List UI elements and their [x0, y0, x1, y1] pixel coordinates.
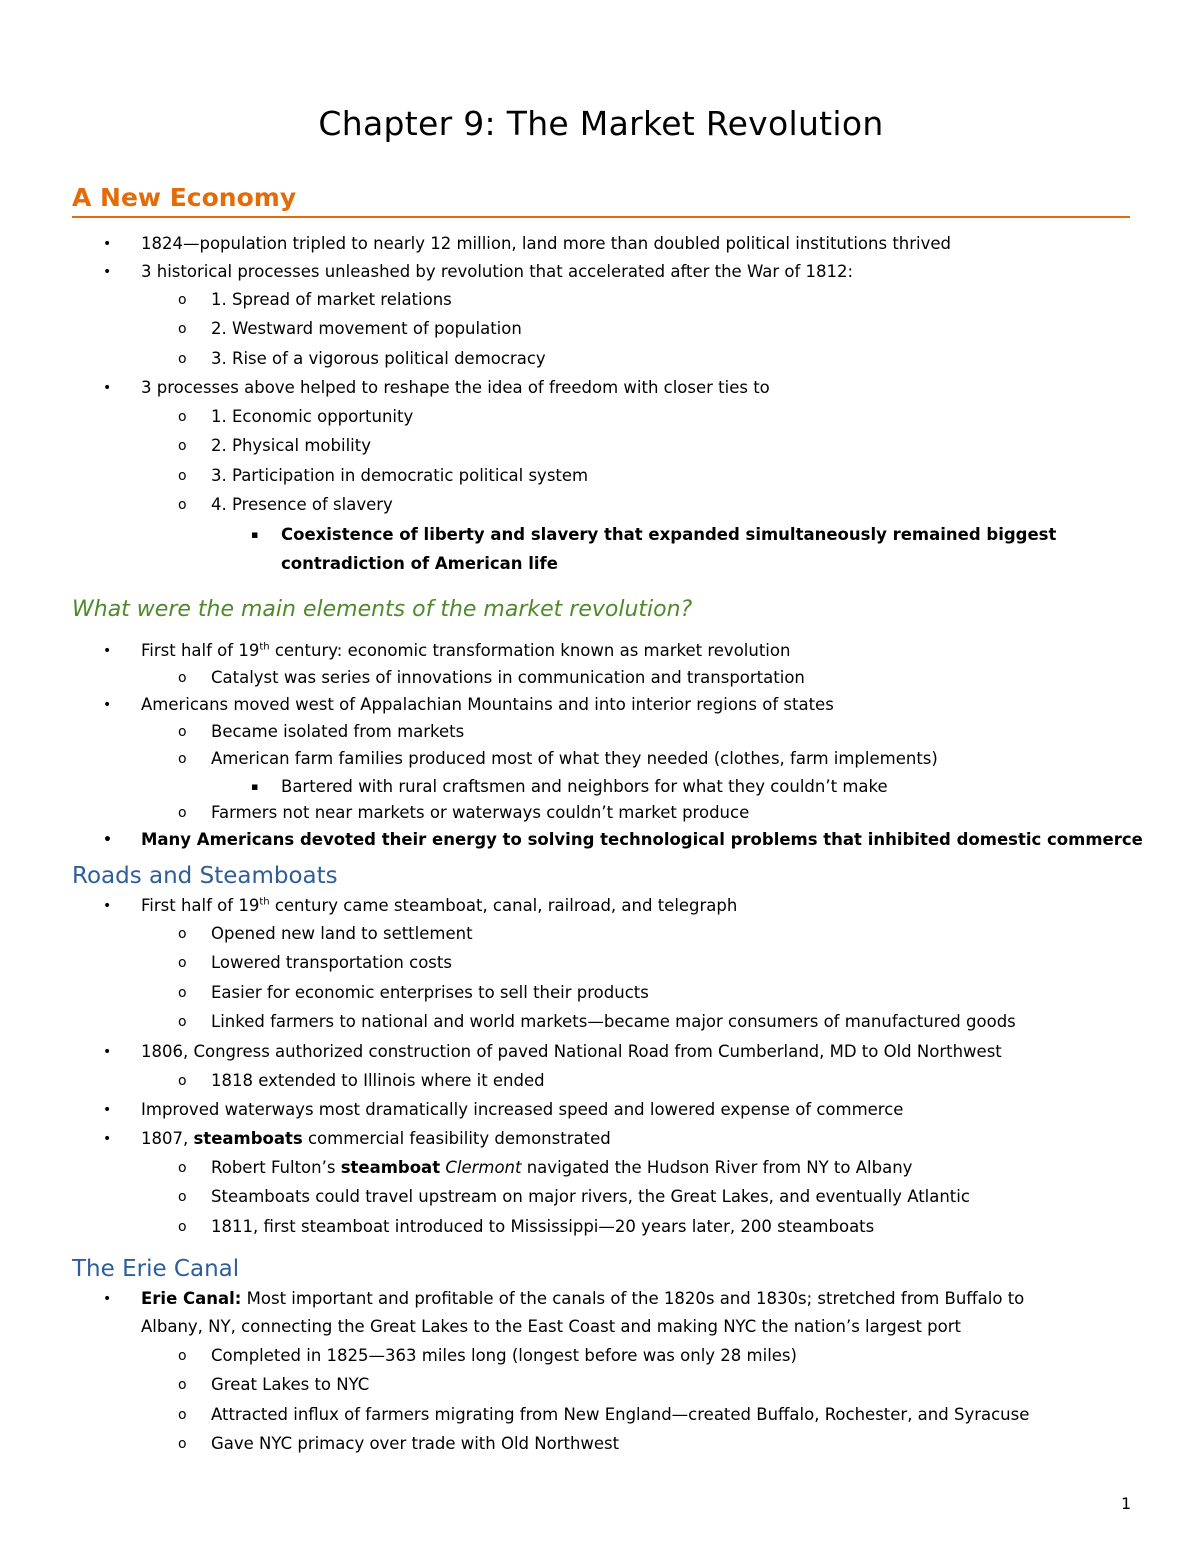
- bullet-disc-icon: •: [103, 1102, 112, 1118]
- list-item: o American farm families produced most of what they needed (clothes, farm implements): [178, 749, 938, 768]
- section-heading-main-elements: What were the main elements of the market revolution?: [72, 597, 693, 622]
- list-item: o Easier for economic enterprises to sell their products: [178, 983, 649, 1002]
- list-item: • Many Americans devoted their energy to solving technological problems that inhibited domestic commerce: [103, 830, 1143, 849]
- bullet-circle-icon: o: [178, 670, 187, 686]
- list-item: o Steamboats could travel upstream on major rivers, the Great Lakes, and eventually Atlantic: [178, 1187, 970, 1206]
- list-item: o 2. Westward movement of population: [178, 319, 522, 338]
- list-item: o Gave NYC primacy over trade with Old Northwest: [178, 1434, 620, 1453]
- section-heading-roads: Roads and Steamboats: [72, 863, 338, 889]
- bullet-circle-icon: o: [178, 1219, 187, 1235]
- bullet-square-icon: ▪: [251, 780, 259, 793]
- bullet-disc-icon: •: [103, 380, 112, 396]
- list-item: o 1811, first steamboat introduced to Mississippi—20 years later, 200 steamboats: [178, 1217, 875, 1236]
- bullet-circle-icon: o: [178, 955, 187, 971]
- list-item-continuation: Albany, NY, connecting the Great Lakes to the East Coast and making NYC the nation’s largest port: [141, 1317, 962, 1336]
- bullet-circle-icon: o: [178, 409, 187, 425]
- bullet-disc-icon: •: [103, 1291, 112, 1307]
- list-item: o 3. Rise of a vigorous political democracy: [178, 349, 546, 368]
- list-item: o Lowered transportation costs: [178, 953, 452, 972]
- bullet-circle-icon: o: [178, 1014, 187, 1030]
- list-item: o Linked farmers to national and world markets—became major consumers of manufactured goods: [178, 1012, 1016, 1031]
- list-item: o Opened new land to settlement: [178, 924, 473, 943]
- bullet-circle-icon: o: [178, 805, 187, 821]
- list-item: o Attracted influx of farmers migrating from New England—created Buffalo, Rochester, and Syracuse: [178, 1405, 1030, 1424]
- heading-divider: [72, 216, 1130, 218]
- bullet-circle-icon: o: [178, 1407, 187, 1423]
- bullet-disc-icon: •: [103, 832, 112, 848]
- bullet-disc-icon: •: [103, 1131, 112, 1147]
- bullet-circle-icon: o: [178, 321, 187, 337]
- list-item: • 1807, steamboats commercial feasibility demonstrated: [103, 1129, 611, 1148]
- list-item: • Americans moved west of Appalachian Mountains and into interior regions of states: [103, 695, 834, 714]
- bullet-circle-icon: o: [178, 926, 187, 942]
- section-heading-new-economy: A New Economy: [72, 183, 297, 212]
- list-item: o Completed in 1825—363 miles long (longest before was only 28 miles): [178, 1346, 797, 1365]
- list-item: o Farmers not near markets or waterways couldn’t market produce: [178, 803, 750, 822]
- bullet-circle-icon: o: [178, 751, 187, 767]
- list-item: • First half of 19th century came steamboat, canal, railroad, and telegraph: [103, 896, 738, 915]
- list-item: o Became isolated from markets: [178, 722, 465, 741]
- list-item: ▪ Bartered with rural craftsmen and neighbors for what they couldn’t make: [251, 777, 888, 796]
- bullet-circle-icon: o: [178, 1189, 187, 1205]
- list-item: o Great Lakes to NYC: [178, 1375, 370, 1394]
- list-item: • 3 processes above helped to reshape the idea of freedom with closer ties to: [103, 378, 770, 397]
- list-item: • 1806, Congress authorized construction of paved National Road from Cumberland, MD to Old Northwest: [103, 1042, 1002, 1061]
- bullet-disc-icon: •: [103, 898, 112, 914]
- bullet-circle-icon: o: [178, 1073, 187, 1089]
- bullet-disc-icon: •: [103, 643, 112, 659]
- bullet-circle-icon: o: [178, 1436, 187, 1452]
- list-item: o 3. Participation in democratic political system: [178, 466, 589, 485]
- bullet-circle-icon: o: [178, 724, 187, 740]
- bullet-circle-icon: o: [178, 1348, 187, 1364]
- bullet-circle-icon: o: [178, 1377, 187, 1393]
- bullet-circle-icon: o: [178, 292, 187, 308]
- page-title: Chapter 9: The Market Revolution: [318, 104, 884, 143]
- list-item: ▪ Coexistence of liberty and slavery that expanded simultaneously remained biggest: [251, 525, 1057, 544]
- list-item: • Erie Canal: Most important and profitable of the canals of the 1820s and 1830s; stretched from Buffalo to: [103, 1289, 1025, 1308]
- bullet-circle-icon: o: [178, 438, 187, 454]
- list-item: o 1818 extended to Illinois where it ended: [178, 1071, 545, 1090]
- page-number: 1: [1121, 1494, 1132, 1513]
- bullet-circle-icon: o: [178, 468, 187, 484]
- list-item: o 2. Physical mobility: [178, 436, 371, 455]
- list-item: o Robert Fulton’s steamboat Clermont navigated the Hudson River from NY to Albany: [178, 1158, 913, 1177]
- list-item: o Catalyst was series of innovations in communication and transportation: [178, 668, 805, 687]
- bullet-disc-icon: •: [103, 1044, 112, 1060]
- list-item: o 4. Presence of slavery: [178, 495, 393, 514]
- bullet-square-icon: ▪: [251, 528, 259, 541]
- bullet-disc-icon: •: [103, 236, 112, 252]
- list-item: • Improved waterways most dramatically increased speed and lowered expense of commerce: [103, 1100, 904, 1119]
- list-item: • 3 historical processes unleashed by revolution that accelerated after the War of 1812:: [103, 262, 854, 281]
- list-item: o 1. Spread of market relations: [178, 290, 452, 309]
- list-item: o 1. Economic opportunity: [178, 407, 414, 426]
- bullet-disc-icon: •: [103, 264, 112, 280]
- bullet-circle-icon: o: [178, 497, 187, 513]
- list-item: • First half of 19th century: economic transformation known as market revolution: [103, 641, 791, 660]
- section-heading-erie-canal: The Erie Canal: [72, 1256, 240, 1282]
- list-item-continuation: contradiction of American life: [281, 554, 558, 573]
- bullet-circle-icon: o: [178, 351, 187, 367]
- bullet-circle-icon: o: [178, 1160, 187, 1176]
- list-item: • 1824—population tripled to nearly 12 million, land more than doubled political institutions thrived: [103, 234, 952, 253]
- bullet-disc-icon: •: [103, 697, 112, 713]
- bullet-circle-icon: o: [178, 985, 187, 1001]
